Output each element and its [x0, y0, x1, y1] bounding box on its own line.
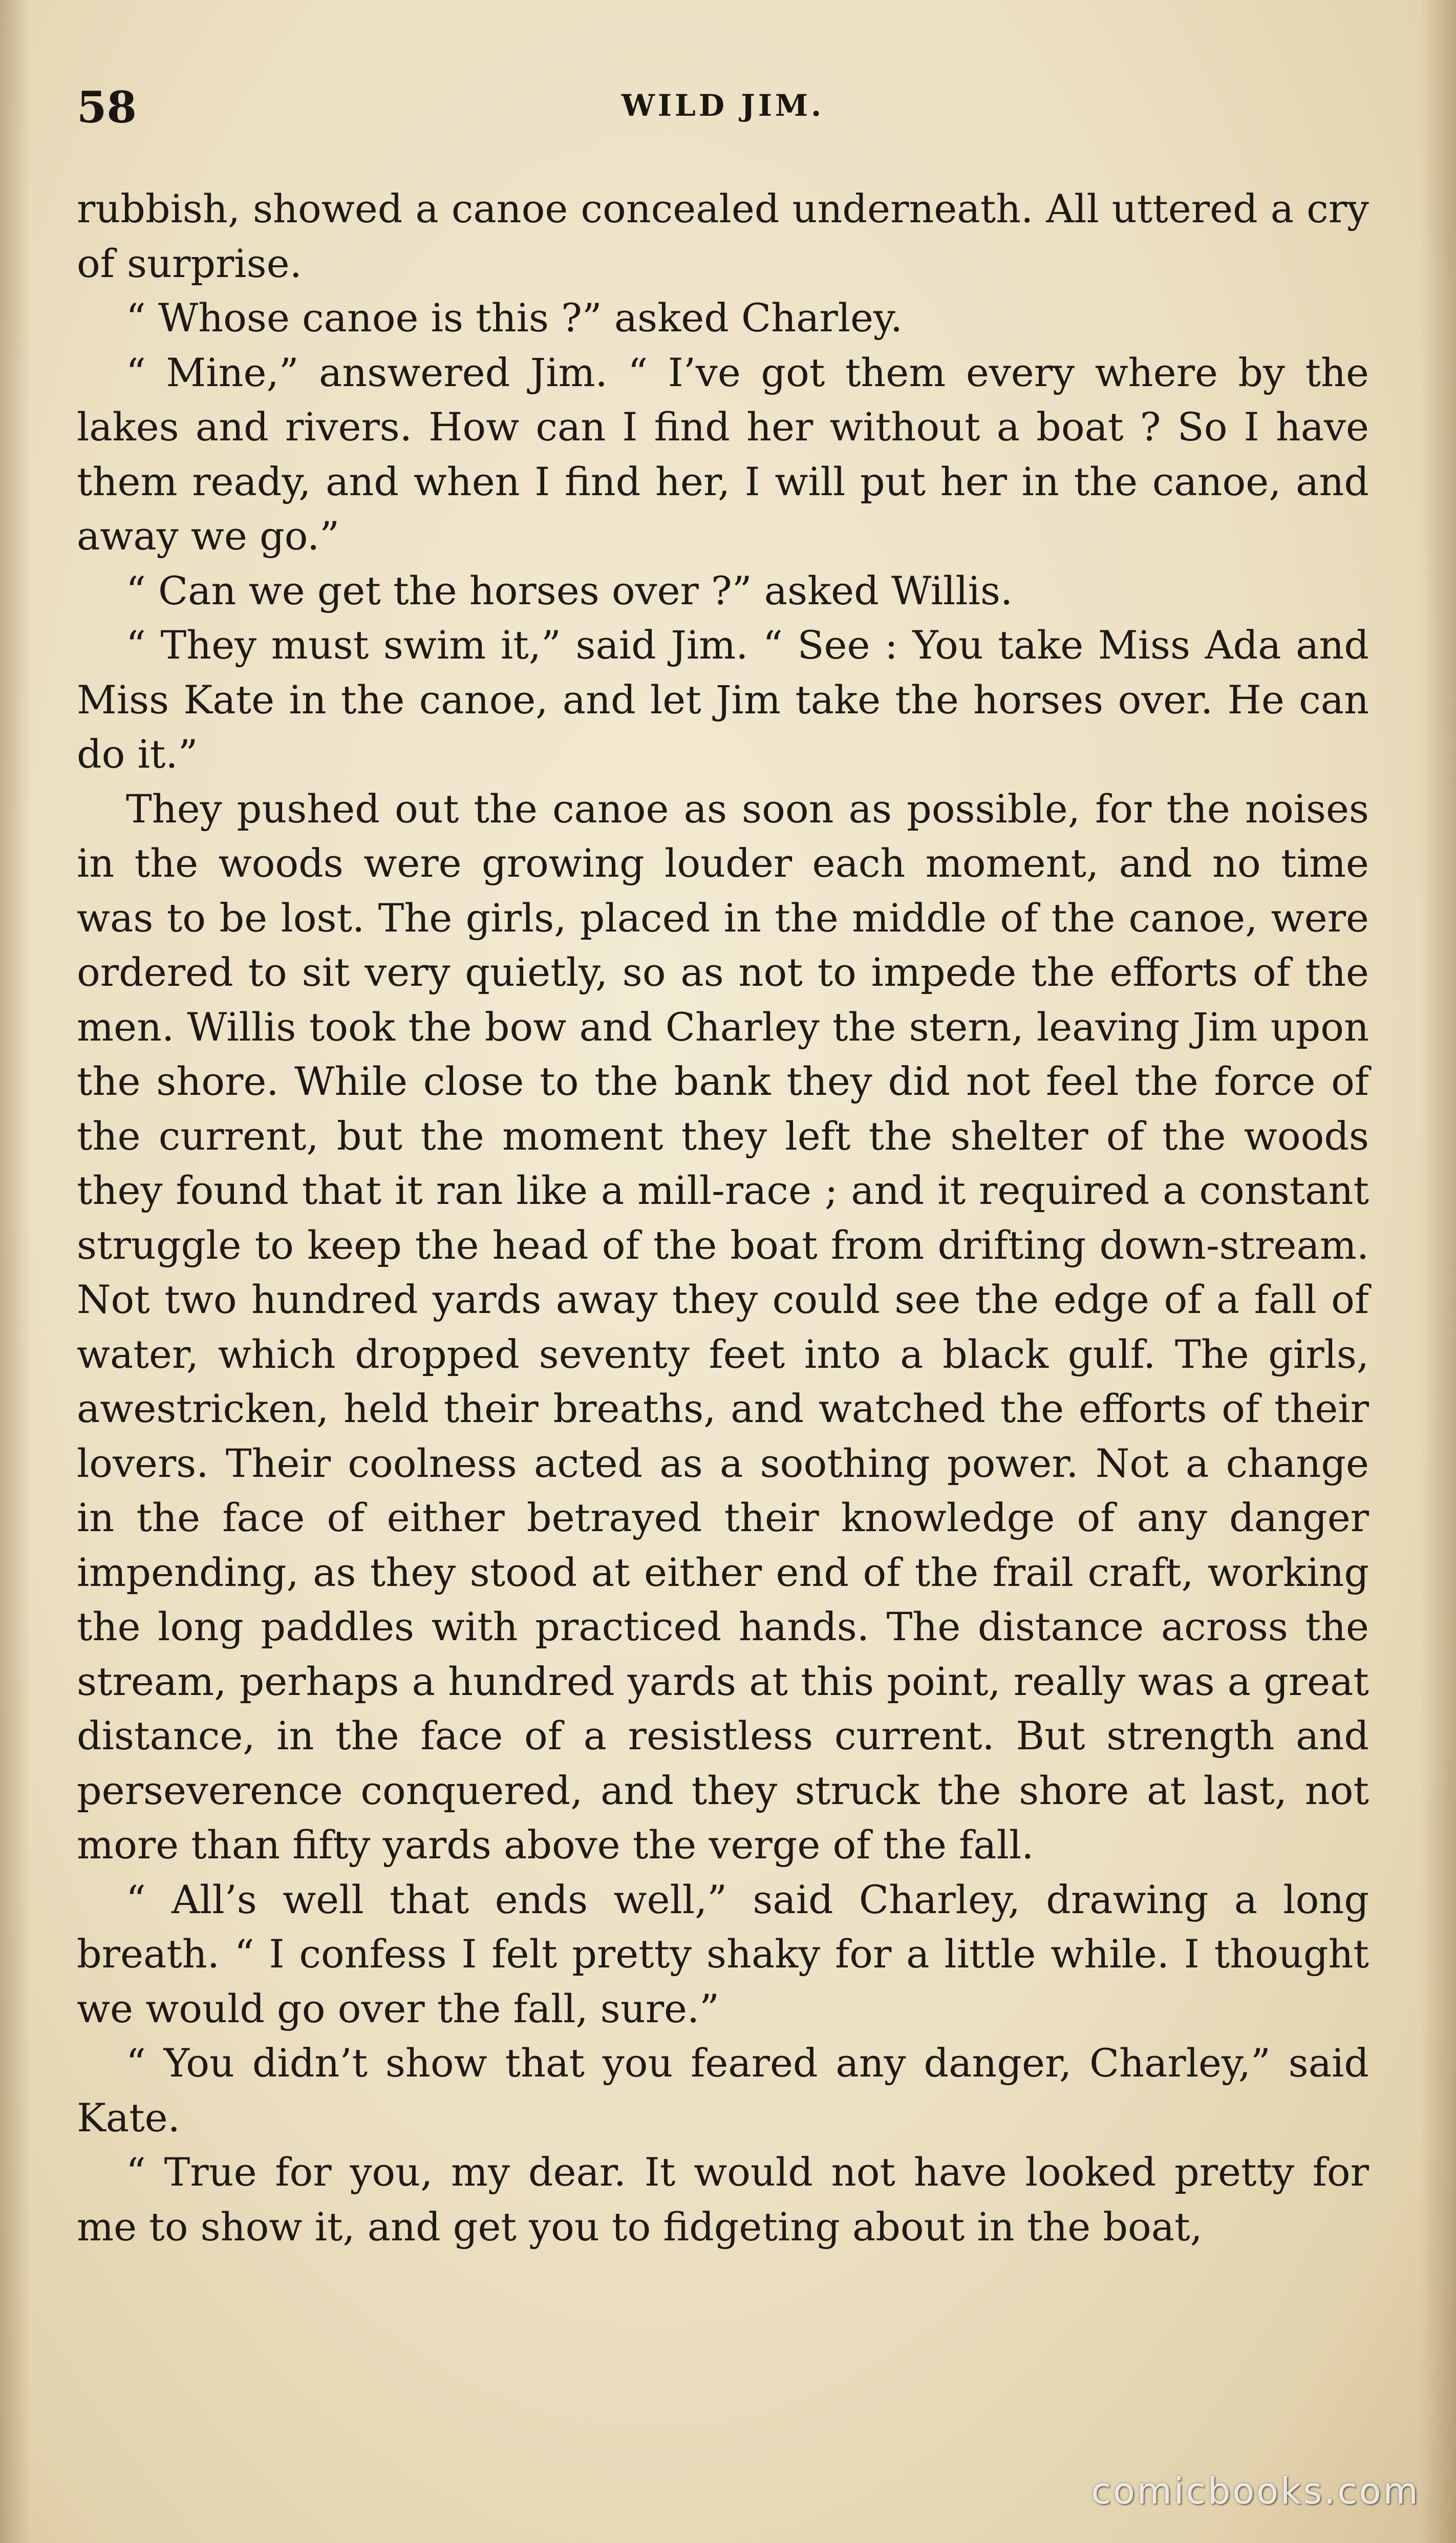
- watermark: comicbooks.com: [1091, 2470, 1420, 2512]
- running-head: WILD JIM.: [621, 88, 825, 123]
- paragraph: “ Can we get the horses over ?” asked Willis.: [126, 567, 1013, 613]
- body-text: [77, 182, 1369, 2254]
- paragraph: They pushed out the canoe as soon as possible, for the noises in the woods were growing louder each moment, and no time was to be lost. The girls, placed in the middle of the canoe, were ordered to sit very quietly, so as not to impede the efforts of the men. Willis took the bow and Charley the stern, leaving Jim upon the shore. While close to the bank they did not feel the force of the current, but the moment they left the shelter of the woods they found that it ran like a mill-race ; and it required a constant struggle to keep the head of the boat from drifting down-stream. Not two hundred yards away they could see the edge of a fall of water, which dropped seventy feet into a black gulf. The girls, awestricken, held their breaths, and watched the efforts of their lovers. Their coolness acted as a soothing power. Not a change in the face of either betrayed their knowledge of any danger impending, as they stood at either end of the frail craft, working the long paddles with practiced hands. The distance across the stream, perhaps a hundred yards at this point, really was a great distance, in the face of a resistless current. But strength and perseverence conquered, and they struck the shore at last, not more than fifty yards above the verge of the fall.: [77, 786, 1369, 1868]
- page-number: 58: [77, 82, 137, 133]
- paragraph: “ They must swim it,” said Jim. “ See : You take Miss Ada and Miss Kate in the canoe, and let Jim take the horses over. He can do it.”: [77, 622, 1369, 777]
- paragraph: “ You didn’t show that you feared any danger, Charley,” said Kate.: [77, 2040, 1369, 2141]
- paragraph: “ True for you, my dear. It would not have looked pretty for me to show it, and get you to fidgeting about in the boat,: [77, 2149, 1369, 2250]
- paragraph: “ Mine,” answered Jim. “ I’ve got them every where by the lakes and rivers. How can I find her without a boat ? So I have them ready, and when I find her, I will put her in the canoe, and away we go.”: [77, 349, 1369, 559]
- page-header: [77, 77, 1369, 143]
- paragraph: “ Whose canoe is this ?” asked Charley.: [126, 295, 903, 341]
- paragraph: “ All’s well that ends well,” said Charley, drawing a long breath. “ I confess I felt pretty shaky for a little while. I thought we would go over the fall, sure.”: [77, 1876, 1369, 2031]
- page-edge-shadow-right: [1420, 0, 1456, 2543]
- page-edge-shadow-left: [0, 0, 31, 2543]
- paragraph: rubbish, showed a canoe concealed underneath. All uttered a cry of surprise.: [77, 186, 1369, 286]
